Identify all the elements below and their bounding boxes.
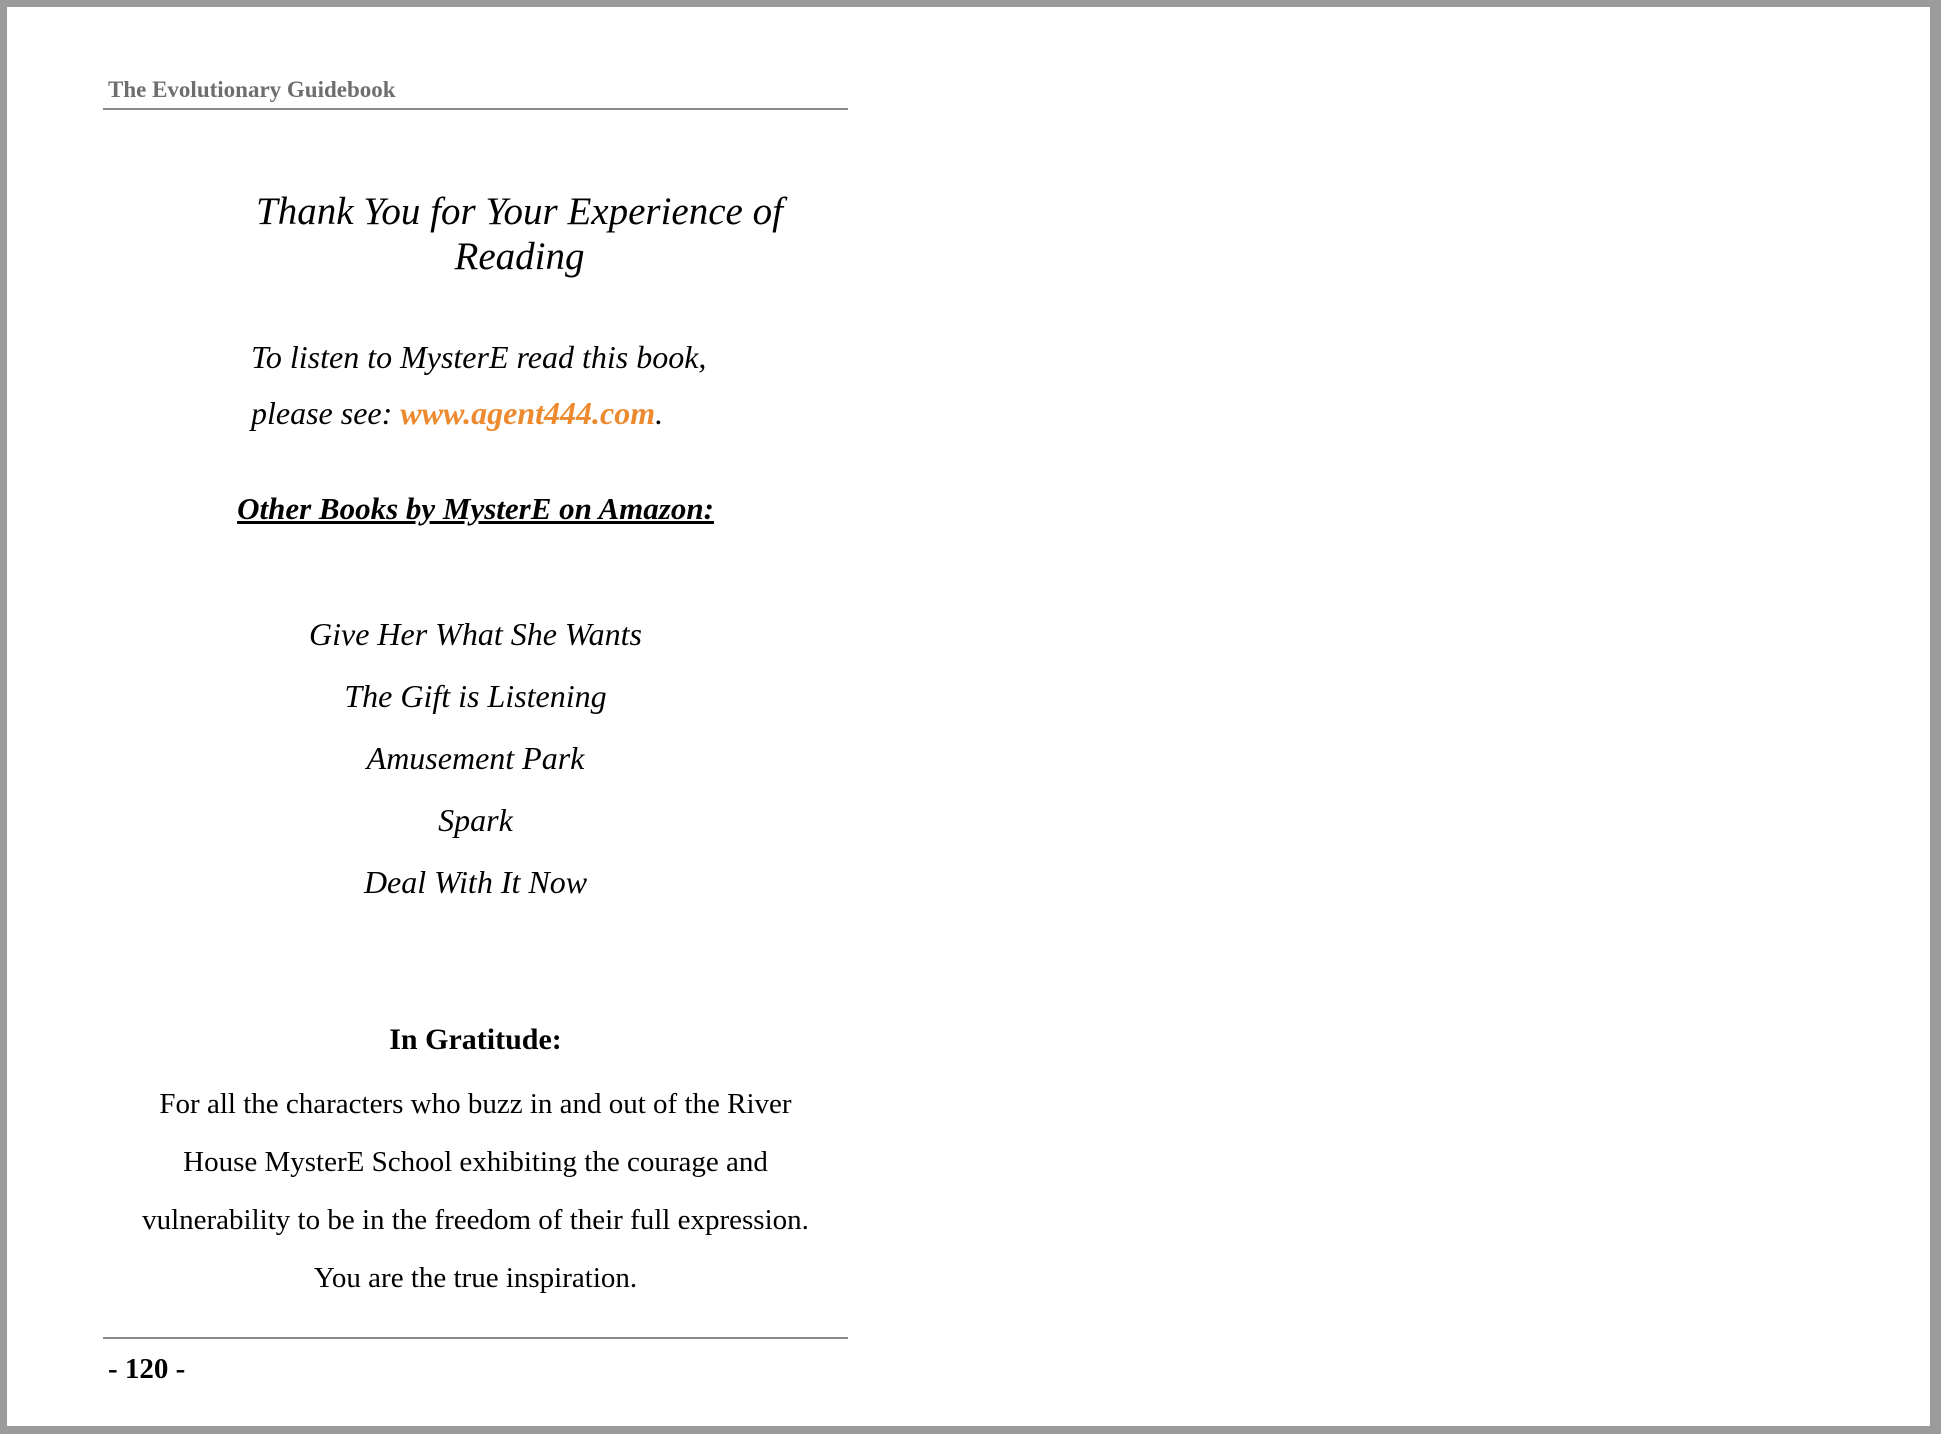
book-item: Amusement Park [366, 740, 585, 776]
book-item: Spark [438, 802, 513, 838]
document-page [7, 7, 1930, 1426]
book-item: Deal With It Now [363, 864, 588, 900]
gratitude-line: House MysterE School exhibiting the courage and [183, 1146, 768, 1178]
website-link[interactable]: www.agent444.com [400, 395, 656, 431]
listen-info [251, 329, 706, 441]
gratitude-text [103, 1075, 848, 1307]
gratitude-line: You are the true inspiration. [313, 1262, 638, 1294]
listen-line-1: To listen to MysterE read this book, [251, 339, 707, 375]
listen-line-2 [251, 385, 706, 441]
gratitude-heading: In Gratitude: [389, 1023, 562, 1056]
book-item: The Gift is Listening [344, 678, 607, 714]
gratitude-line: For all the characters who buzz in and out of the River [159, 1088, 792, 1120]
page-title: Thank You for Your Experience of Reading [256, 190, 783, 278]
book-item: Give Her What She Wants [309, 616, 642, 652]
book-list [103, 603, 848, 913]
other-books-heading: Other Books by MysterE on Amazon: [237, 491, 714, 526]
footer-rule [103, 1337, 848, 1339]
running-header: The Evolutionary Guidebook [108, 77, 396, 102]
listen-prefix: please see: [251, 395, 401, 431]
header-rule [103, 108, 848, 110]
page-number: - 120 - [108, 1353, 186, 1385]
listen-suffix: . [655, 395, 664, 431]
gratitude-line: vulnerability to be in the freedom of their full expression. [142, 1204, 809, 1236]
